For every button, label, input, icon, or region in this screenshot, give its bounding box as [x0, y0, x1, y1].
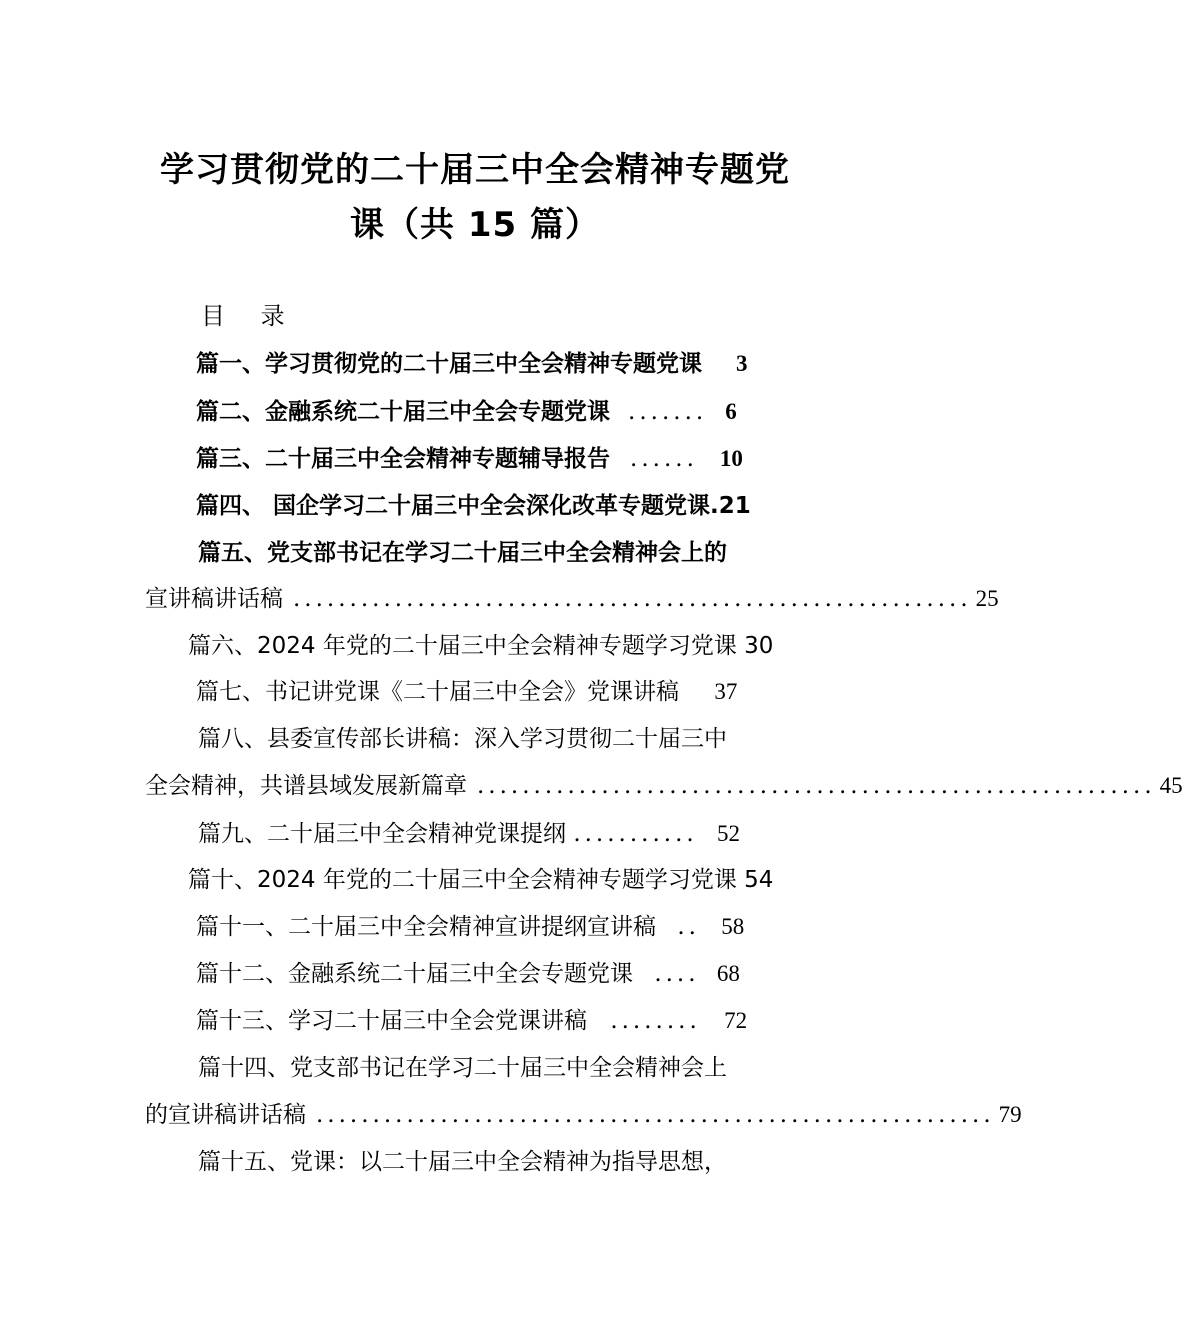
toc-leader-dots: ............................................................ [316, 1102, 995, 1128]
toc-leader-dots: ........... [573, 821, 698, 847]
document-title-line-2: 课（共 15 篇） [350, 205, 600, 245]
toc-entry-7[interactable] [196, 676, 737, 708]
toc-leader-dots: ....... [628, 399, 708, 425]
toc-entry-6[interactable] [188, 630, 773, 662]
toc-entry-title: 篇五、党支部书记在学习二十届三中全会精神会上的 [198, 540, 727, 566]
toc-entry-title: 篇十三、学习二十届三中全会党课讲稿 [196, 1008, 587, 1034]
toc-entry-11[interactable] [196, 911, 744, 943]
toc-page-number: 45 [1159, 773, 1183, 798]
toc-entry-15-line-1[interactable] [198, 1146, 727, 1178]
toc-page-number: 25 [975, 586, 999, 611]
toc-leader-dots: ............................................................ [293, 586, 972, 612]
toc-leader-dots: .... [654, 961, 700, 987]
toc-entry-title: 篇十五、党课：以二十届三中全会精神为指导思想， [198, 1149, 727, 1175]
toc-leader-dots: .. [677, 914, 700, 940]
toc-entry-5-line-1[interactable] [198, 537, 727, 569]
toc-entry-14-line-2[interactable] [145, 1099, 1022, 1131]
toc-entry-13[interactable] [196, 1005, 747, 1037]
toc-page-number: 6 [725, 399, 737, 424]
toc-entry-title: 篇十四、党支部书记在学习二十届三中全会精神会上 [198, 1055, 727, 1081]
toc-entry-title: 篇一、学习贯彻党的二十届三中全会精神专题党课 [196, 351, 702, 377]
toc-entry-1[interactable] [196, 348, 748, 380]
toc-entry-title: 篇四、 国企学习二十届三中全会深化改革专题党课.21 [196, 493, 751, 519]
toc-entry-title: 篇十、2024 年党的二十届三中全会精神专题学习党课 54 [188, 867, 774, 893]
toc-entry-title-continued: 全会精神，共谱县域发展新篇章 [145, 773, 467, 799]
toc-entry-title-continued: 的宣讲稿讲话稿 [145, 1102, 306, 1128]
toc-entry-title: 篇八、县委宣传部长讲稿：深入学习贯彻二十届三中 [198, 726, 727, 752]
toc-leader-dots: ...... [630, 446, 698, 472]
toc-leader-dots: ............................................................ [477, 773, 1156, 799]
toc-entry-9[interactable] [198, 818, 740, 850]
toc-entry-title: 篇二、金融系统二十届三中全会专题党课 [196, 399, 610, 425]
toc-entry-title-continued: 宣讲稿讲话稿 [145, 586, 283, 612]
toc-entry-title: 篇九、二十届三中全会精神党课提纲 [198, 821, 566, 847]
document-title-line-1: 学习贯彻党的二十届三中全会精神专题党 [160, 150, 790, 190]
toc-entry-12[interactable] [196, 958, 740, 990]
toc-entry-title: 篇七、书记讲党课《二十届三中全会》党课讲稿 [196, 679, 679, 705]
toc-page-number: 52 [717, 821, 741, 846]
toc-entry-4[interactable] [196, 490, 751, 522]
toc-entry-2[interactable] [196, 396, 737, 428]
toc-entry-14-line-1[interactable] [198, 1052, 727, 1084]
toc-entry-8-line-2[interactable] [145, 770, 1183, 802]
toc-page-number: 10 [719, 446, 743, 471]
toc-entry-8-line-1[interactable] [198, 723, 727, 755]
toc-page-number: 72 [724, 1008, 748, 1033]
toc-entry-title: 篇六、2024 年党的二十届三中全会精神专题学习党课 30 [188, 633, 774, 659]
toc-entry-5-line-2[interactable] [145, 583, 999, 615]
toc-entry-3[interactable] [196, 443, 743, 475]
toc-heading: 目 录 [201, 302, 299, 330]
toc-entry-10[interactable] [188, 864, 773, 896]
toc-entry-title: 篇十二、金融系统二十届三中全会专题党课 [196, 961, 633, 987]
toc-entry-title: 篇十一、二十届三中全会精神宣讲提纲宣讲稿 [196, 914, 656, 940]
toc-page-number: 68 [716, 961, 740, 986]
toc-page-number: 79 [998, 1102, 1022, 1127]
toc-page-number: 3 [736, 351, 748, 376]
toc-entry-title: 篇三、二十届三中全会精神专题辅导报告 [196, 446, 610, 472]
toc-page-number: 58 [721, 914, 745, 939]
toc-leader-dots: ........ [610, 1008, 701, 1034]
toc-page-number: 37 [714, 679, 738, 704]
